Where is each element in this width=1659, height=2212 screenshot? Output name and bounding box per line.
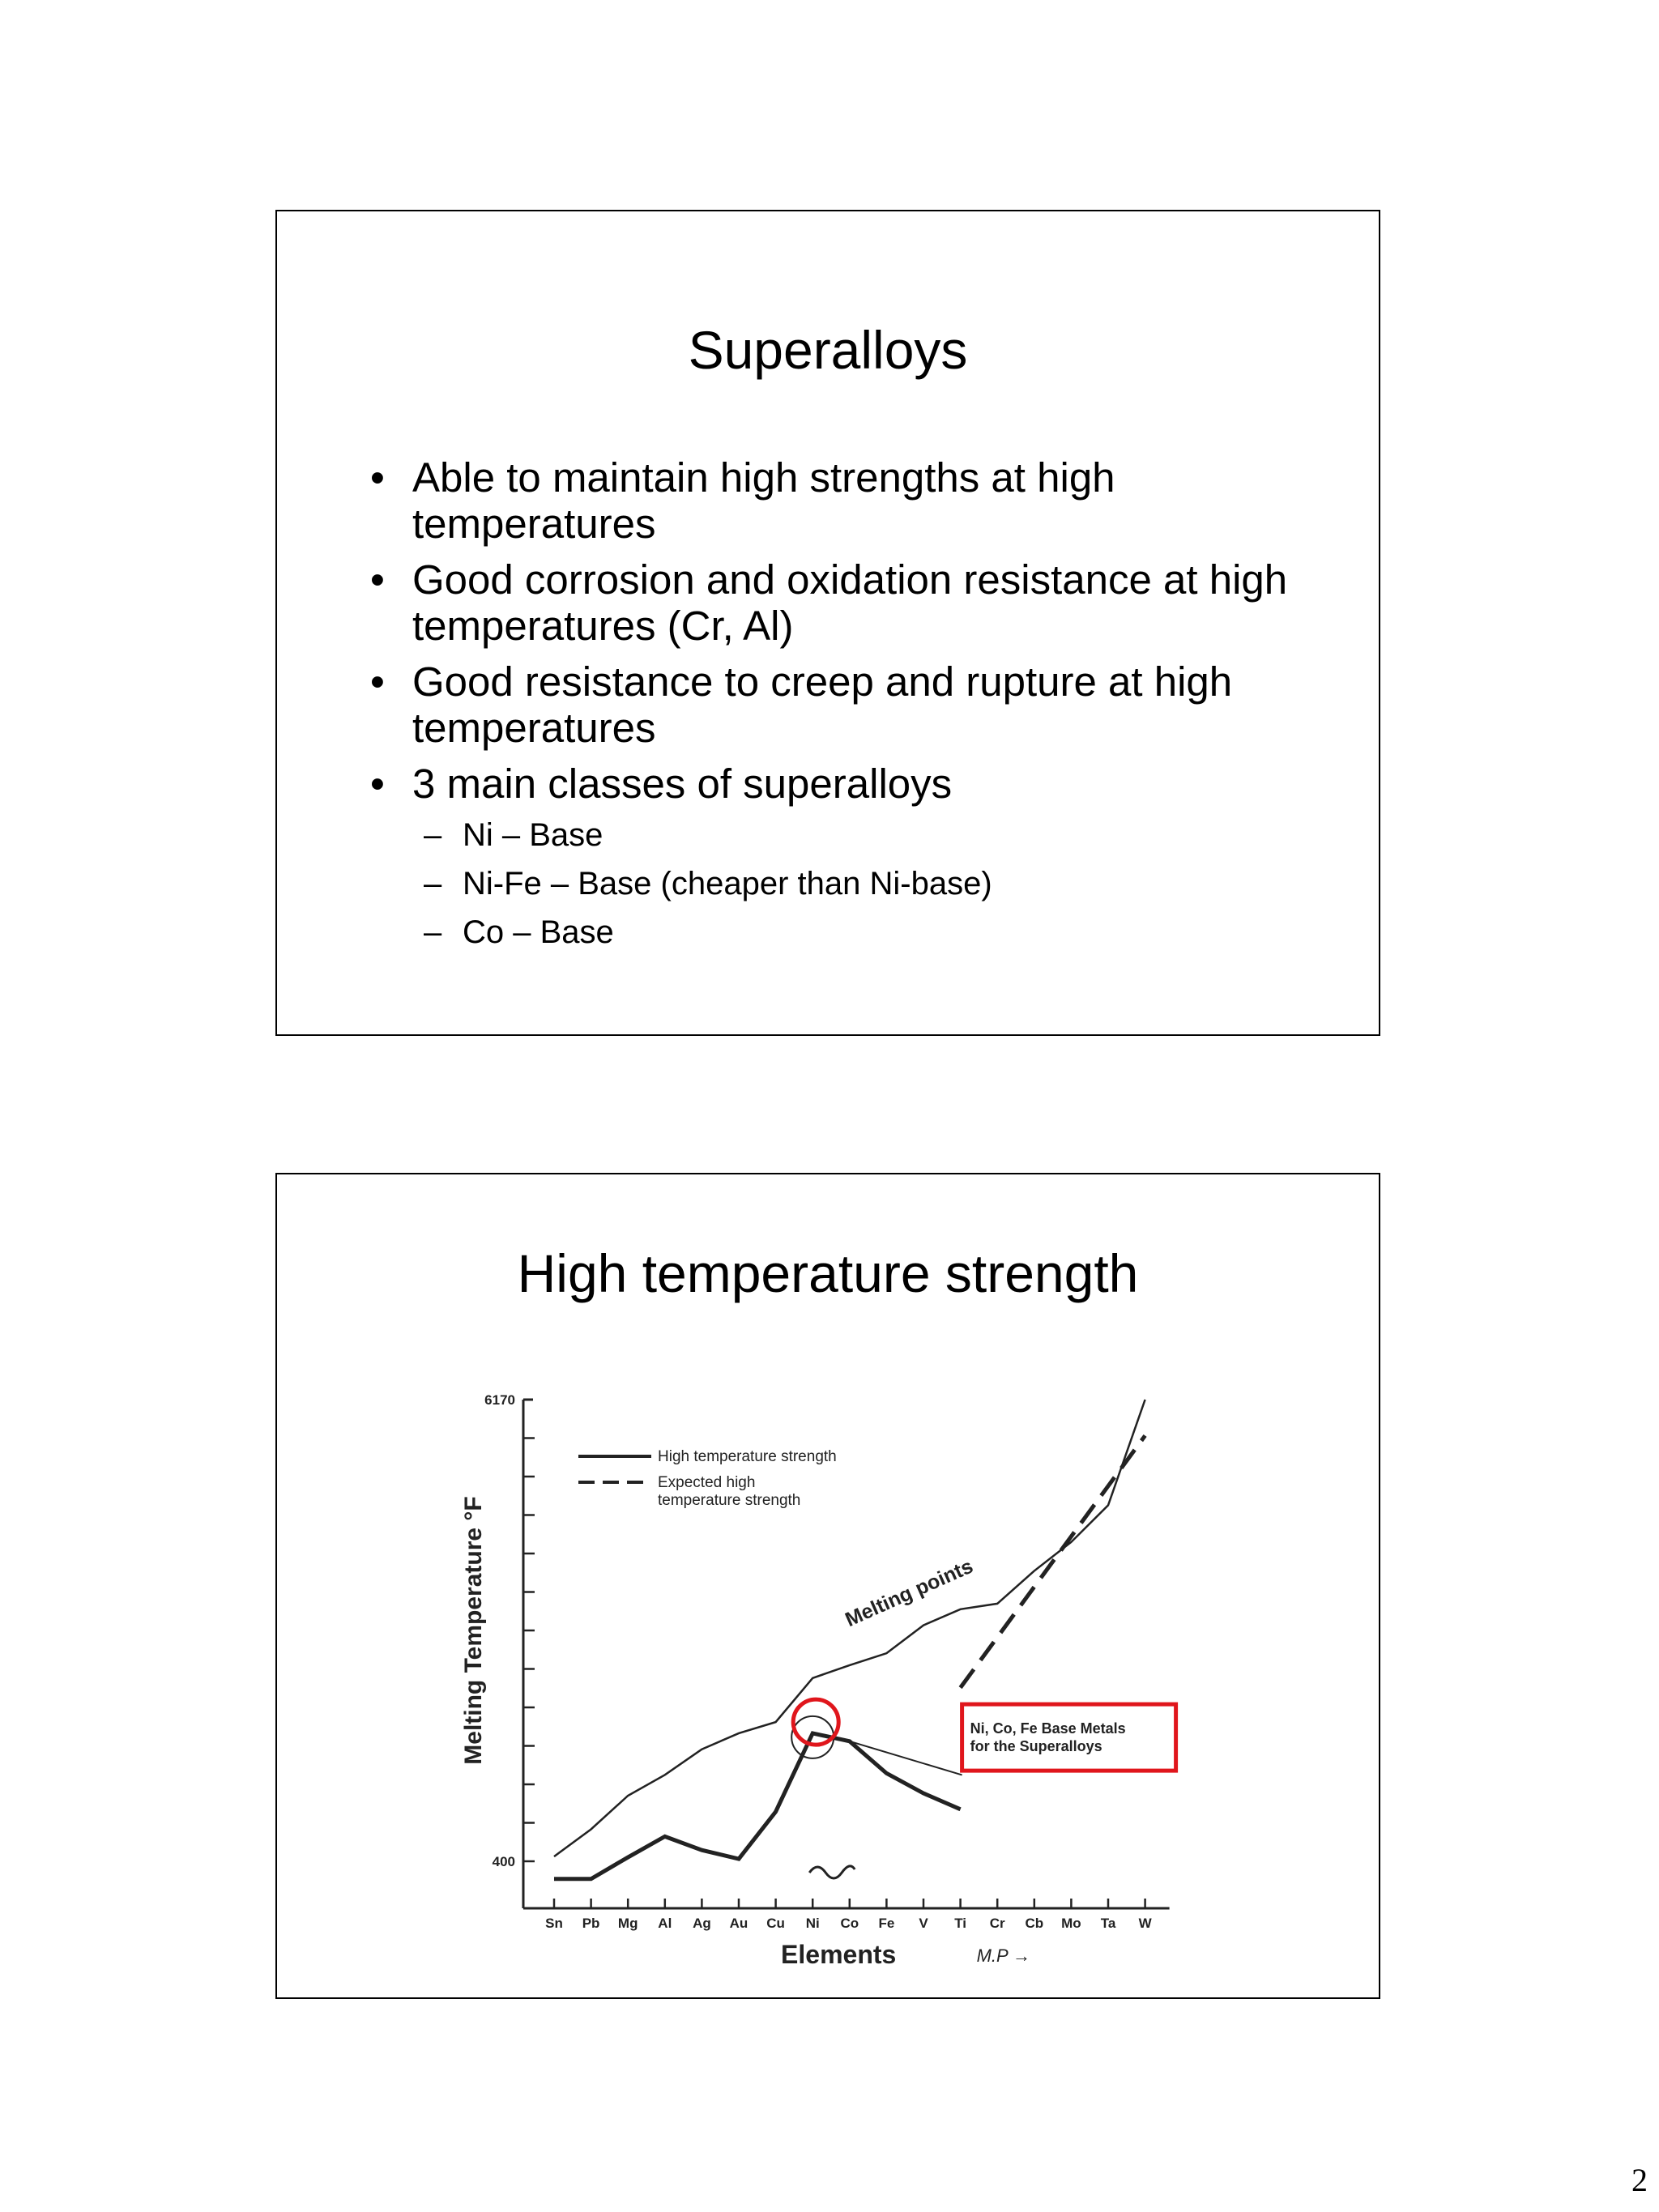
bullet-dot-icon: • bbox=[370, 556, 385, 603]
bullet-item bbox=[370, 658, 1326, 751]
bullet-dot-icon: • bbox=[370, 658, 385, 705]
x-tick-label: Cr bbox=[989, 1916, 1005, 1931]
x-tick-label: Au bbox=[729, 1916, 748, 1931]
slide-title: Superalloys bbox=[688, 320, 968, 380]
squiggle-mark bbox=[809, 1866, 855, 1878]
dash-icon: – bbox=[424, 817, 442, 853]
x-tick-label: V bbox=[919, 1916, 928, 1931]
legend-label: High temperature strength bbox=[658, 1448, 837, 1465]
x-tick-label: Sn bbox=[545, 1916, 563, 1931]
x-tick-label: Cu bbox=[766, 1916, 785, 1931]
highlight-circle-icon bbox=[793, 1699, 838, 1745]
callout-box bbox=[962, 1704, 1176, 1771]
sub-bullet-item bbox=[370, 914, 1326, 951]
x-tick-label: Mg bbox=[617, 1916, 638, 1931]
sub-bullet-item bbox=[370, 865, 1326, 902]
bullet-dot-icon: • bbox=[370, 761, 385, 807]
bullet-item bbox=[370, 556, 1326, 649]
chart-container bbox=[423, 1351, 1233, 1975]
page-number: 2 bbox=[1631, 2162, 1648, 2198]
x-tick-label: Ti bbox=[954, 1916, 967, 1931]
y-axis-label: Melting Temperature °F bbox=[460, 1496, 487, 1765]
y-tick-label: 6170 bbox=[484, 1392, 515, 1408]
bullet-list bbox=[370, 454, 1326, 962]
legend-label: Expected high temperature strength bbox=[658, 1474, 801, 1509]
slide-high-temperature-strength bbox=[275, 1173, 1380, 1999]
sub-bullet-text: Ni – Base bbox=[463, 817, 603, 853]
callout-text: Ni, Co, Fe Base Metals for the Superalloys bbox=[970, 1720, 1126, 1755]
x-tick-label: Ag bbox=[693, 1916, 711, 1931]
dash-icon: – bbox=[424, 914, 442, 950]
bullet-text: Able to maintain high strengths at high temperatures bbox=[412, 454, 1115, 547]
expected-strength-line bbox=[961, 1435, 1145, 1687]
melting-points-label: Melting points bbox=[842, 1554, 977, 1632]
x-tick-label: Mo bbox=[1061, 1916, 1081, 1931]
x-tick-label: Pb bbox=[582, 1916, 600, 1931]
slide-superalloys bbox=[275, 210, 1380, 1036]
sub-bullet-text: Ni-Fe – Base (cheaper than Ni-base) bbox=[463, 866, 992, 901]
x-tick-label: Ta bbox=[1100, 1916, 1116, 1931]
x-axis-label: Elements bbox=[781, 1940, 897, 1969]
bullet-text: Good resistance to creep and rupture at high temperatures bbox=[412, 658, 1233, 751]
dash-icon: – bbox=[424, 866, 442, 901]
x-tick-label: Cb bbox=[1025, 1916, 1044, 1931]
bullet-dot-icon: • bbox=[370, 454, 385, 501]
sub-bullet-text: Co – Base bbox=[463, 914, 614, 950]
bullet-text: Good corrosion and oxidation resistance at high temperatures (Cr, Al) bbox=[412, 556, 1288, 649]
x-tick-label: Ni bbox=[805, 1916, 820, 1931]
x-tick-label: W bbox=[1138, 1916, 1152, 1931]
bullet-text: 3 main classes of superalloys bbox=[412, 761, 953, 807]
x-tick-label: Fe bbox=[878, 1916, 895, 1931]
y-tick-label: 400 bbox=[492, 1854, 515, 1869]
sub-bullet-item bbox=[370, 816, 1326, 854]
bullet-item bbox=[370, 761, 1326, 807]
bullet-item bbox=[370, 454, 1326, 547]
slide-title: High temperature strength bbox=[517, 1243, 1139, 1303]
x-tick-label: Co bbox=[840, 1916, 859, 1931]
melting-temperature-chart bbox=[423, 1351, 1233, 1975]
x-tick-label: Al bbox=[658, 1916, 672, 1931]
x-axis-note: M.P → bbox=[976, 1946, 1031, 1966]
